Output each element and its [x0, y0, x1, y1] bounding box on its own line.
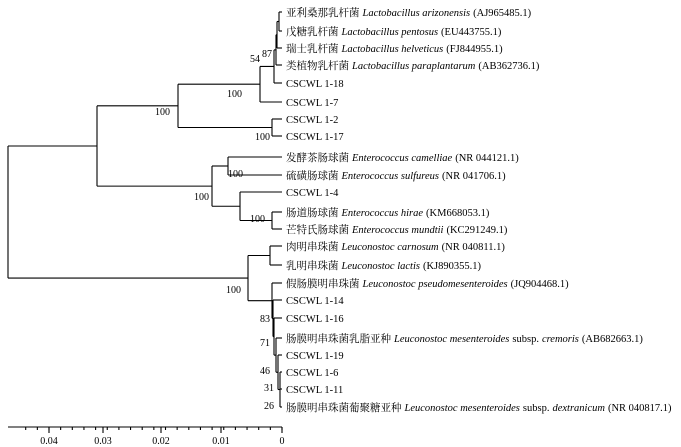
taxon-label-Lc_lac: 乳明串珠菌 Leuconostoc lactis (KJ890355.1) [286, 261, 481, 272]
taxon-label-E_hir: 肠道肠球菌 Enterococcus hirae (KM668053.1) [286, 208, 490, 219]
taxon-label-L_helv: 瑞士乳杆菌 Lactobacillus helveticus (FJ844955.1) [286, 44, 503, 55]
bootstrap-value: 100 [228, 169, 243, 180]
taxon-label-C12: CSCWL 1-2 [286, 115, 339, 126]
scale-tick-label: 0.01 [212, 436, 230, 447]
bootstrap-values [155, 49, 274, 412]
bootstrap-value: 100 [255, 132, 270, 143]
taxon-label-C118: CSCWL 1-18 [286, 79, 344, 90]
bootstrap-value: 31 [264, 383, 274, 394]
bootstrap-value: 100 [194, 192, 209, 203]
bootstrap-value: 71 [260, 338, 270, 349]
taxon-label-Lc_car: 肉明串珠菌 Leuconostoc carnosum (NR 040811.1) [286, 242, 505, 253]
scale-tick-label: 0 [279, 436, 285, 447]
scale-tick-label: 0.03 [94, 436, 112, 447]
tree-branches [8, 12, 282, 407]
taxon-label-E_sul: 硫磺肠球菌 Enterococcus sulfureus (NR 041706.1) [286, 171, 506, 182]
taxon-label-L_para: 类植物乳杆菌 Lactobacillus paraplantarum (AB362736.1) [286, 61, 540, 72]
bootstrap-value: 54 [250, 54, 260, 65]
taxon-label-Lc_dex: 肠膜明串珠菌葡聚糖亚种 Leuconostoc mesenteroides subsp. dextranicum (NR 040817.1) [286, 403, 672, 414]
bootstrap-value: 100 [155, 107, 170, 118]
taxon-label-E_cam: 发酵茶肠球菌 Enterococcus camelliae (NR 044121.1) [286, 153, 519, 164]
bootstrap-value: 100 [227, 89, 242, 100]
taxon-labels [286, 6, 672, 414]
taxon-label-C17: CSCWL 1-7 [286, 98, 339, 109]
taxon-label-L_pent: 戊糖乳杆菌 Lactobacillus pentosus (EU443755.1) [286, 27, 502, 38]
taxon-label-C114: CSCWL 1-14 [286, 296, 344, 307]
taxon-label-C16: CSCWL 1-6 [286, 368, 339, 379]
taxon-label-C117: CSCWL 1-17 [286, 132, 344, 143]
taxon-label-C119: CSCWL 1-19 [286, 351, 344, 362]
bootstrap-value: 100 [226, 285, 241, 296]
bootstrap-value: 46 [260, 366, 270, 377]
taxon-label-Lc_crem: 肠膜明串珠菌乳脂亚种 Leuconostoc mesenteroides subsp. cremoris (AB682663.1) [286, 334, 643, 345]
scale-tick-label: 0.04 [40, 436, 58, 447]
taxon-label-Lc_pse: 假肠膜明串珠菌 Leuconostoc pseudomesenteroides (JQ904468.1) [286, 279, 569, 290]
bootstrap-value: 83 [260, 314, 270, 325]
scale-tick-label: 0.02 [152, 436, 170, 447]
scale-bar [8, 427, 285, 447]
taxon-label-E_mun: 芒特氏肠球菌 Enterococcus mundtii (KC291249.1) [286, 225, 508, 236]
taxon-label-C14: CSCWL 1-4 [286, 188, 339, 199]
bootstrap-value: 26 [264, 401, 274, 412]
bootstrap-value: 87 [262, 49, 272, 60]
taxon-label-L_ariz: 亚利桑那乳杆菌 Lactobacillus arizonensis (AJ965485.1) [286, 8, 532, 19]
taxon-label-C111: CSCWL 1-11 [286, 385, 344, 396]
bootstrap-value: 100 [250, 214, 265, 225]
taxon-label-C116: CSCWL 1-16 [286, 314, 344, 325]
